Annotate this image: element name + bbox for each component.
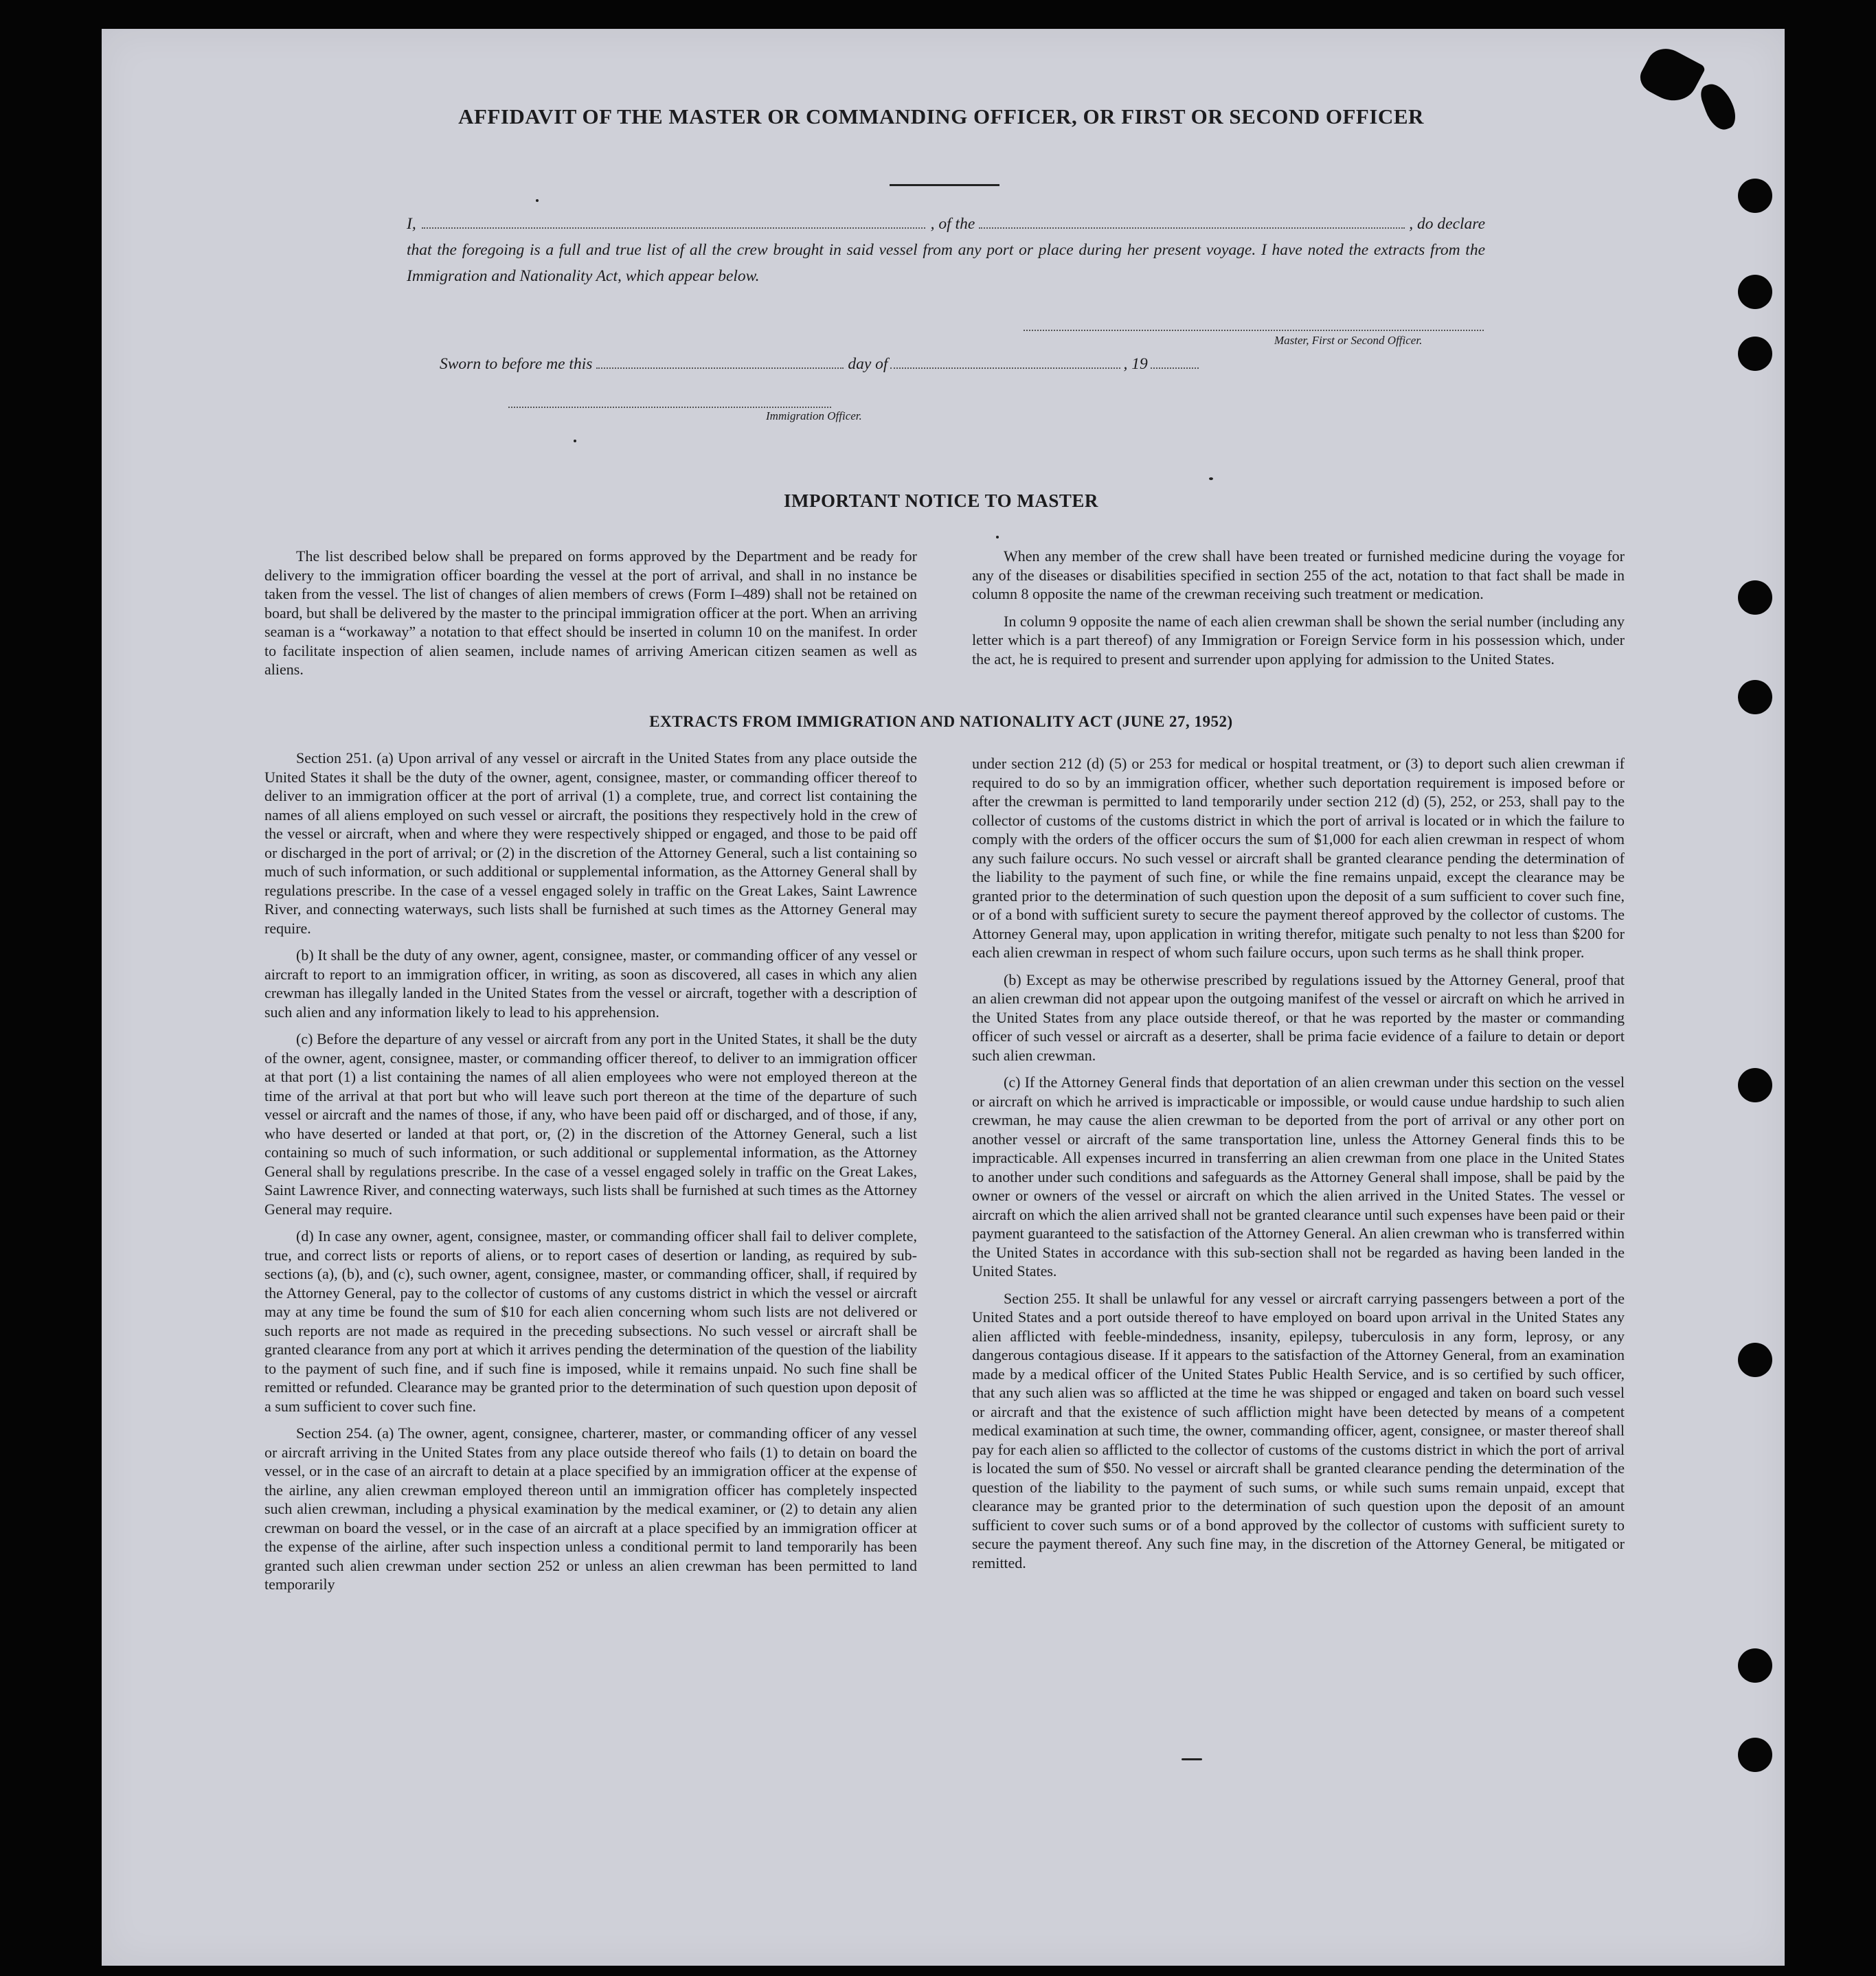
notice-paragraph: The list described below shall be prepared on forms approved by the Department and be ready for delivery to the immigration officer boarding the vessel at the port of arrival, and shall in no instance be taken from the vessel. The list of changes of alien members of crews (Form I–489) shall not be retained on board, but shall be delivered by the master to the principal immigration officer at the port. When an arriving seaman is a “workaway” a notation to that effect should be inserted in column 10 on the manifest. In order to facilitate inspection of alien seamen, include names of arriving American citizen seamen as well as aliens.: [264, 547, 917, 678]
extract-paragraph: (d) In case any owner, agent, consignee, master, or commanding officer shall fail to deliver complete, true, and correct lists or reports of aliens, or to report cases of desertion or landing, as required by sub-sections (a), (b), and (c), such owner, agent, consignee, master, or commanding officer, shall, if required by the Attorney General, pay to the collector of customs of any customs district in which the vessel or aircraft may at any time be found the sum of $10 for each alien concerning whom such lists are not delivered or such reports are not made as required in the preceding subsections. No such vessel or aircraft shall be granted clearance from any port at which it arrives pending the determination of the question of the liability to the payment of such fine, and if such fine is imposed, while it remains unpaid. No such fine shall be remitted or refunded. Clearance may be granted prior to the determination of such question upon deposit of a sum sufficient to cover such fine.: [264, 1227, 917, 1415]
punch-hole: [1738, 1648, 1772, 1683]
sworn-year-field[interactable]: [1151, 356, 1199, 369]
punch-hole: [1738, 680, 1772, 714]
affidavit-title: AFFIDAVIT OF THE MASTER OR COMMANDING OFFICER, OR FIRST OR SECOND OFFICER: [458, 104, 1424, 128]
extract-paragraph: Section 254. (a) The owner, agent, consignee, charterer, master, or commanding officer of any vessel or aircraft arriving in the United States from any place outside thereof who fails (1) to detain on board the vessel, or in the case of an aircraft to detain at a place specified by an immigration officer at the expense of the airline, any alien crewman employed thereon until an immigration officer has completely inspected such alien crewman, including a physical examination by the medical examiner, or (2) to detain any alien crewman on board the vessel, or in the case of an aircraft at a place specified by an immigration officer at the expense of the airline, after such inspection unless a conditional permit to land temporarily has been granted such alien crewman under section 252 or unless an alien crewman has been permitted to land temporarily: [264, 1424, 917, 1593]
master-signature-label: Master, First or Second Officer.: [1274, 334, 1423, 347]
extracts-left-column: [264, 749, 917, 1602]
extract-paragraph: (c) If the Attorney General finds that deportation of an alien crewman under this section on the vessel or aircraft on which he arrived is impracticable or impossible, or would cause undue hardship to such alien crewman, he may cause the alien crewman to be deported from the port of arrival or any other port on another vessel or aircraft of the same transportation line, unless the Attorney General finds this to be impracticable. All expenses incurred in transferring an alien crewman from one place in the United States to another under such conditions and safeguards as the Attorney General shall impose, shall be paid by the owner or owners of the vessel or aircraft on which the alien arrived in the United States. The vessel or aircraft on which the alien arrived shall not be granted clearance until such expenses have been paid or their payment guaranteed to the satisfaction of the Attorney General. An alien crewman who is transferred within the United States in accordance with this sub-section shall not be regarded as having been landed in the United States.: [972, 1074, 1625, 1280]
extract-paragraph: (b) Except as may be otherwise prescribed by regulations issued by the Attorney General, proof that an alien crewman did not appear upon the outgoing manifest of the vessel or aircraft on which he arrived in the United States from any place outside thereof, or that he was reported by the master or commanding officer of such vessel or aircraft as a deserter, shall be prima facie evidence of a failure to detain or deport such alien crewman.: [972, 970, 1625, 1064]
extract-paragraph: (c) Before the departure of any vessel or aircraft from any port in the United States, it shall be the duty of the owner, agent, consignee, master, or commanding officer thereof, to deliver to an immigration officer at that port (1) a list containing the names of all alien employees who were not employed thereon at the time of the arrival at that port but who will leave such port thereon at the time of the departure of such vessel or aircraft and the names of those, if any, who have been paid off or discharged, and of those, if any, who have deserted or landed at that port, or, (2) in the discretion of the Attorney General, such a list containing so much of such information, or such additional or supplemental information, as the Attorney General shall by regulations prescribe. In the case of a vessel engaged solely in traffic on the Great Lakes, Saint Lawrence River, and connecting waterways, such lists shall be furnished at such times as the Attorney General may require.: [264, 1030, 917, 1218]
vessel-field[interactable]: [979, 216, 1405, 229]
punch-hole: [1738, 337, 1772, 371]
scan-speck: [996, 536, 999, 538]
officer-signature-label: Immigration Officer.: [766, 409, 862, 422]
extract-paragraph: Section 255. It shall be unlawful for any vessel or aircraft carrying passengers between a port of the United States and a port outside thereof to have employed on board upon arrival in the United States any alien afflicted with feeble-mindedness, insanity, epilepsy, tuberculosis in any form, leprosy, or any dangerous contagious disease. If it appears to the satisfaction of the Attorney General, from an examination made by a medical officer of the United States Public Health Service, and is so certified by such officer, that any such alien was so afflicted at the time he was shipped or engaged and taken on board such vessel or aircraft and that the existence of such affliction might have been detected by means of a competent medical examination at such time, the owner, commanding officer, agent, consignee, or master thereof shall pay for each alien so afflicted to the collector of customs of the customs district in which the port of arrival is located the sum of $50. No vessel or aircraft shall be granted clearance pending the determination of the question of the liability to the payment of such sums, or while such sums remain unpaid, except that clearance may be granted prior to the determination of such question upon the deposit of an amount sufficient to cover such sums or of a bond approved by the collector of customs with sufficient surety to secure the payment thereof. Any such fine may, in the discretion of the Attorney General, be mitigated or remitted.: [972, 1289, 1625, 1571]
sworn-label: Sworn to before me this: [440, 355, 593, 373]
scan-speck: [574, 440, 576, 442]
notice-right-column: [972, 547, 1625, 677]
punch-hole: [1738, 1343, 1772, 1377]
year-label: , 19: [1123, 355, 1148, 373]
punch-hole: [1738, 580, 1772, 615]
punch-hole: [1738, 275, 1772, 309]
notice-heading: IMPORTANT NOTICE TO MASTER: [784, 490, 1098, 511]
extract-paragraph: (b) It shall be the duty of any owner, agent, consignee, master, or commanding officer of any vessel or aircraft to report to an immigration officer, in writing, as soon as discovered, all cases in which any alien crewman has illegally landed in the United States from the vessel or aircraft, together with a description of such alien and any information likely to lead to his apprehension.: [264, 946, 917, 1021]
notice-paragraph: When any member of the crew shall have been treated or furnished medicine during the voyage for any of the diseases or disabilities specified in section 255 of the act, notation to that fact shall be made in column 8 opposite the name of the crewman receiving such treatment or medication.: [972, 547, 1625, 602]
notice-paragraph: In column 9 opposite the name of each alien crewman shall be shown the serial number (including any letter which is a part thereof) of any Immigration or Foreign Service form in his possession which, under the act, he is required to present and surrender upon applying for admission to the United States.: [972, 612, 1625, 668]
sworn-line: [440, 351, 1230, 377]
declaration-block: [407, 211, 1485, 289]
officer-signature-line[interactable]: [508, 405, 831, 408]
declaration-line: [407, 211, 1485, 237]
extracts-right-column: [972, 754, 1625, 1580]
punch-hole: [1738, 179, 1772, 213]
punch-hole: [1738, 1068, 1772, 1102]
scan-speck: [536, 199, 539, 202]
declaration-statement: that the foregoing is a full and true list of all the crew brought in said vessel from any port or place during her present voyage. I have noted the extracts from the Immigration and Nationality Act, which appear below.: [407, 241, 1485, 285]
day-of-label: day of: [848, 355, 888, 373]
scan-speck: [1182, 1758, 1202, 1760]
do-declare-label: , do declare: [1409, 215, 1485, 233]
notice-left-column: [264, 547, 917, 688]
i-label: I,: [407, 215, 416, 233]
punch-hole: [1738, 1738, 1772, 1772]
extracts-heading: EXTRACTS FROM IMMIGRATION AND NATIONALITY ACT (JUNE 27, 1952): [649, 713, 1233, 730]
extract-paragraph: under section 212 (d) (5) or 253 for medical or hospital treatment, or (3) to deport such alien crewman if required to do so by an immigration officer, whether such deportation requirement is imposed before or after the crewman is permitted to land temporarily under section 212 (d) (5), 252, or 253, shall pay to the collector of customs of the customs district in which the port of arrival is located or in which the failure to comply with the orders of the officer occurs the sum of $1,000 for each alien crewman in respect of whom any such failure occurs. No such vessel or aircraft shall be granted clearance pending the determination of the liability to the payment of such fine, or while the fine remains unpaid, except the clearance may be granted prior to the determination of such question upon the deposit of a sum sufficient to cover such fine, or of a bond with sufficient surety to secure the payment thereof approved by the collector of customs. The Attorney General may, upon application in writing therefor, mitigate such penalty to not less than $200 for each alien crewman in respect of whom such failure occurs, upon such terms as he shall think proper.: [972, 755, 1625, 961]
sworn-month-field[interactable]: [890, 356, 1120, 369]
title-underline: [890, 184, 999, 186]
name-field[interactable]: [422, 216, 925, 229]
of-the-label: , of the: [930, 215, 975, 233]
extract-paragraph: Section 251. (a) Upon arrival of any vessel or aircraft in the United States from any place outside the United States it shall be the duty of the owner, agent, consignee, master, or commanding officer thereof to deliver to an immigration officer at the port of arrival (1) a complete, true, and correct list containing the names of all aliens employed on such vessel or aircraft, the positions they respectively hold in the crew of the vessel or aircraft, when and where they were respectively shipped or engaged, and those to be paid off or discharged in the port of arrival; or (2) in the discretion of the Attorney General, such a list containing so much of such information, or such additional or supplemental information, as the Attorney General shall by regulations prescribe. In the case of a vessel engaged solely in traffic on the Great Lakes, Saint Lawrence River, and connecting waterways, such lists shall be furnished at such times as the Attorney General may require.: [264, 749, 917, 937]
scan-speck: [1209, 477, 1213, 480]
sworn-day-field[interactable]: [596, 356, 844, 369]
master-signature-line[interactable]: [1024, 328, 1484, 331]
